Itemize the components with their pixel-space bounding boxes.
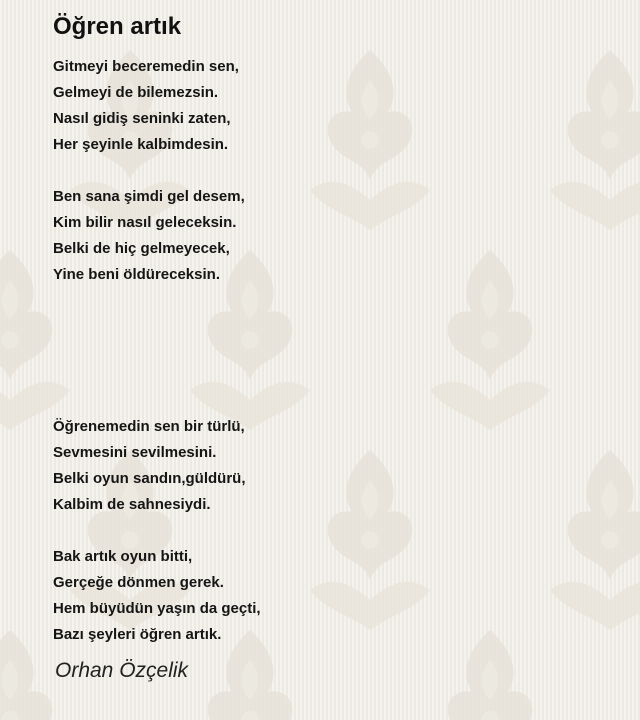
poem-line: Gitmeyi beceremedin sen, bbox=[53, 58, 239, 75]
poem-line: Bazı şeyleri öğren artık. bbox=[53, 626, 222, 643]
poem-line: Nasıl gidiş seninki zaten, bbox=[53, 110, 231, 127]
poem-line: Öğrenemedin sen bir türlü, bbox=[53, 418, 245, 435]
poem-line: Bak artık oyun bitti, bbox=[53, 548, 193, 565]
stanza bbox=[53, 54, 613, 158]
poem-line: Gerçeğe dönmen gerek. bbox=[53, 574, 224, 591]
poem-line: Sevmesini sevilmesini. bbox=[53, 444, 217, 461]
poem-line: Kim bilir nasıl geleceksin. bbox=[53, 214, 237, 231]
poem-body bbox=[53, 54, 613, 648]
section-spacer bbox=[53, 288, 613, 414]
poem-title: Öğren artık bbox=[53, 13, 182, 40]
poem-author: Orhan Özçelik bbox=[55, 659, 189, 682]
stanza-spacer bbox=[53, 518, 613, 544]
stanza bbox=[53, 414, 613, 518]
poem-line: Belki oyun sandın,güldürü, bbox=[53, 470, 246, 487]
poem-line: Ben sana şimdi gel desem, bbox=[53, 188, 245, 205]
poem-line: Her şeyinle kalbimdesin. bbox=[53, 136, 229, 153]
stanza-spacer bbox=[53, 158, 613, 184]
poem-line: Kalbim de sahnesiydi. bbox=[53, 496, 211, 513]
poem-line: Belki de hiç gelmeyecek, bbox=[53, 240, 230, 257]
poem-line: Gelmeyi de bilemezsin. bbox=[53, 84, 219, 101]
poem-line: Yine beni öldüreceksin. bbox=[53, 266, 220, 283]
poem-card bbox=[53, 12, 613, 648]
stanza bbox=[53, 184, 613, 288]
poem-line: Hem büyüdün yaşın da geçti, bbox=[53, 600, 261, 617]
stanza bbox=[53, 544, 613, 648]
